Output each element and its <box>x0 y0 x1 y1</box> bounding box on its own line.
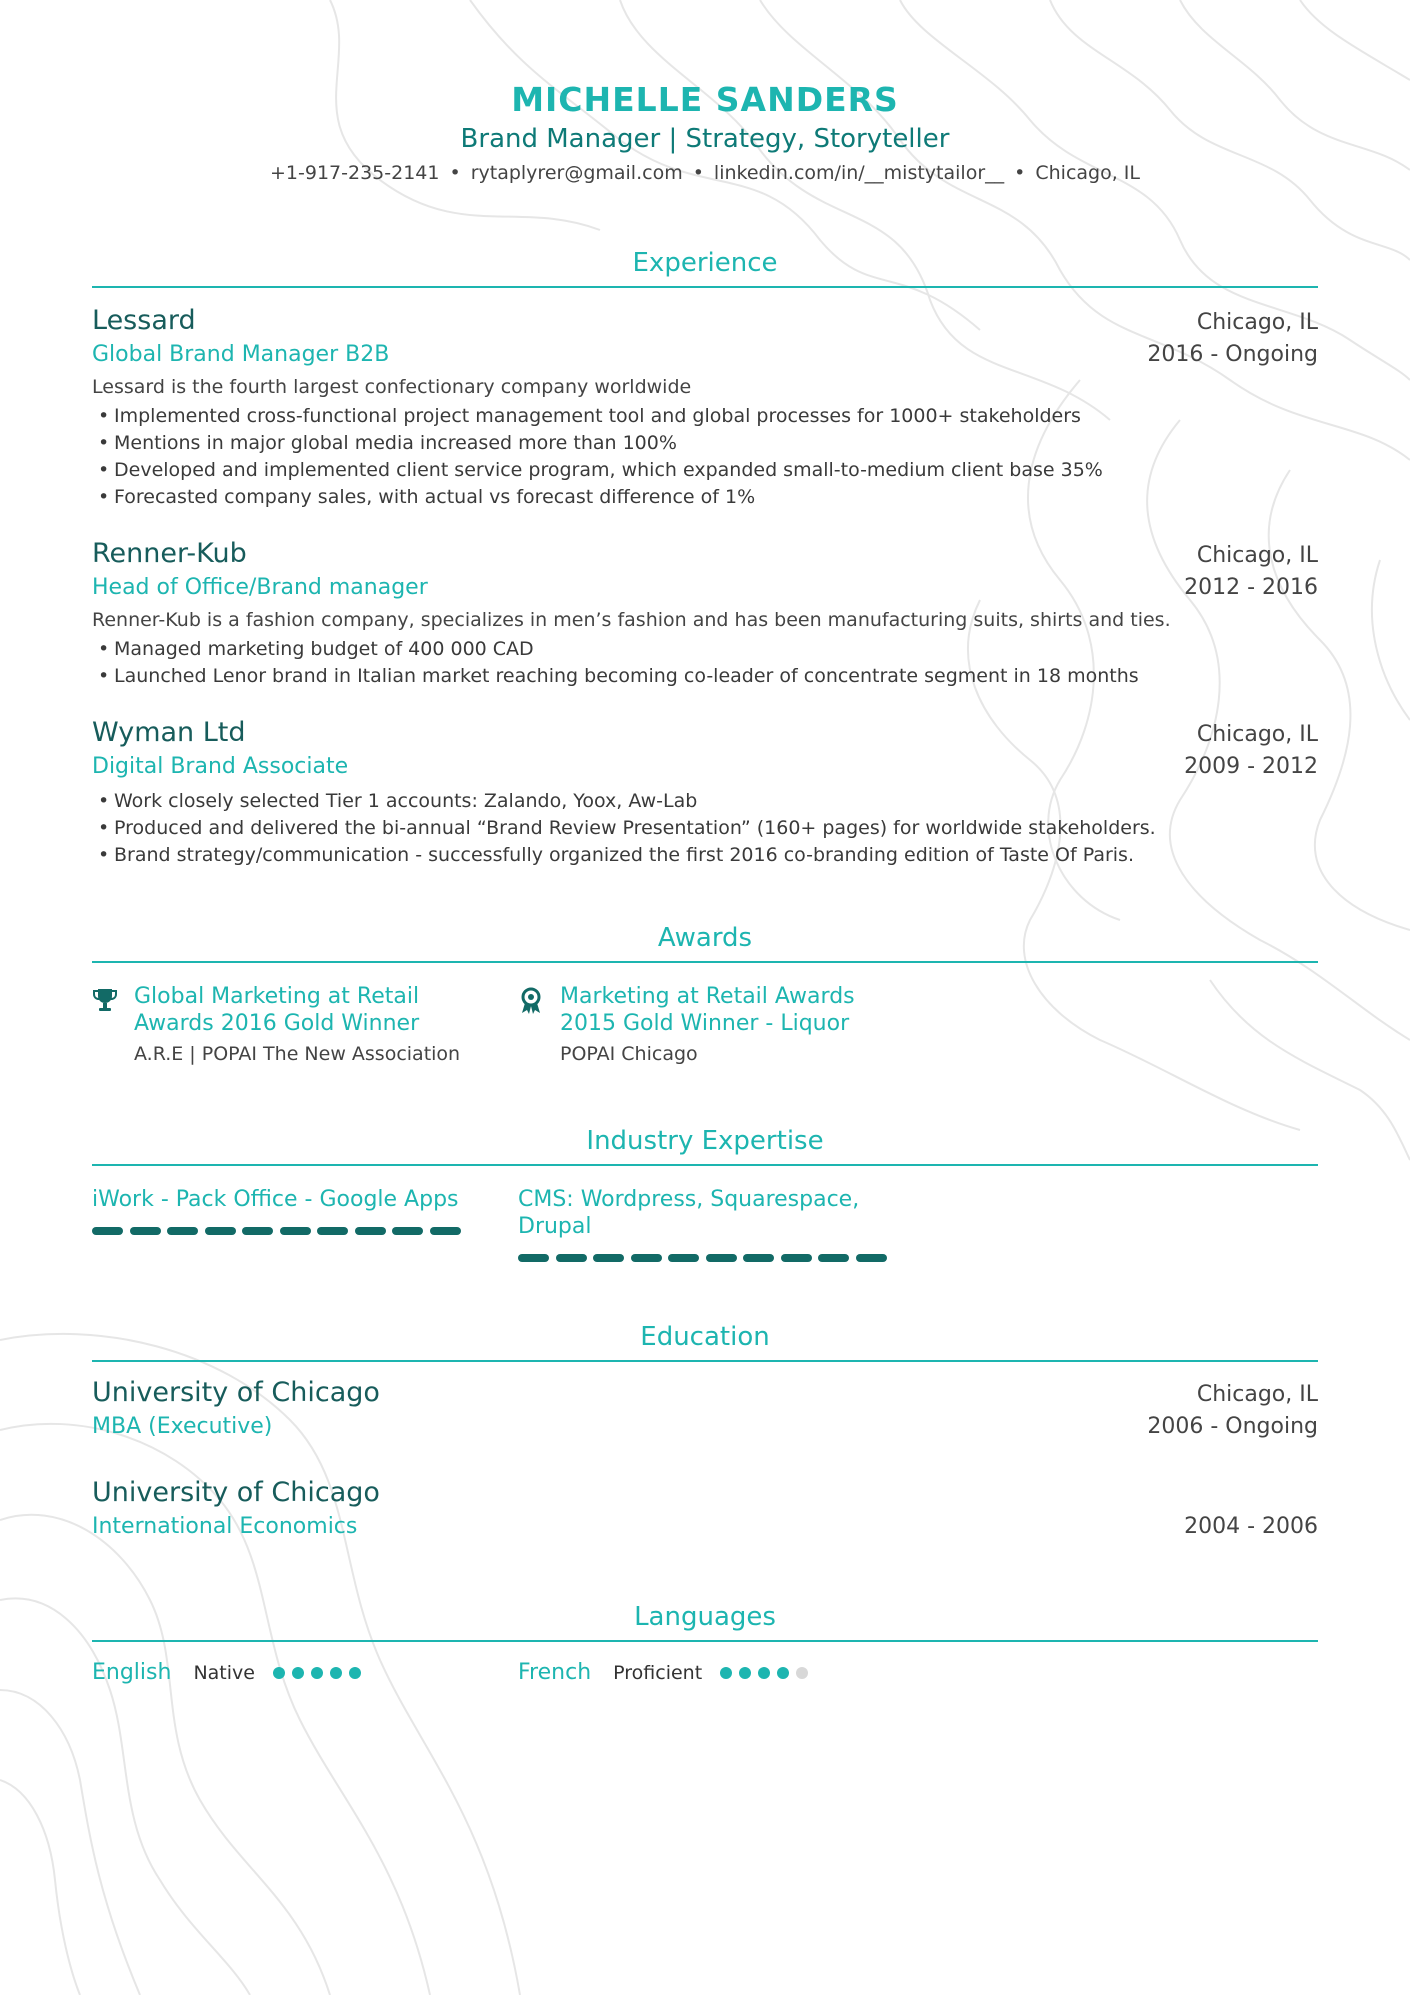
achievement-item: • Forecasted company sales, with actual vs forecast difference of 1% <box>92 484 1318 511</box>
company-description: Renner-Kub is a fashion company, specializes in men’s fashion and has been manufacturing suits, shirts and ties. <box>92 609 1171 631</box>
rating-dot <box>739 1667 751 1679</box>
award-title-line: 2015 Gold Winner - Liquor <box>560 1011 850 1036</box>
skill-level-dash <box>631 1254 662 1262</box>
awards-section <box>92 923 1318 1068</box>
skill-level-dash <box>130 1227 161 1235</box>
separator-dot: • <box>692 162 704 184</box>
job-location: Chicago, IL <box>1196 543 1318 568</box>
education-entry <box>92 1476 1318 1544</box>
skill-level-dash <box>556 1254 587 1262</box>
experience-section <box>92 248 1318 869</box>
entry-header <box>92 1376 1318 1410</box>
rating-dot <box>720 1667 732 1679</box>
award-title-line: Awards 2016 Gold Winner <box>134 1011 420 1036</box>
rating-dot <box>311 1667 323 1679</box>
achievement-item: • Implemented cross-functional project management tool and global processes for 1000+ stakeholders <box>92 403 1318 430</box>
achievement-list <box>92 636 1318 690</box>
skill-level-dash <box>781 1254 812 1262</box>
expertise-list <box>92 1186 1318 1262</box>
entry-header <box>92 1476 1318 1510</box>
section-title-education: Education <box>92 1322 1318 1362</box>
award-text <box>560 983 855 1068</box>
job-location: Chicago, IL <box>1196 722 1318 747</box>
school-location: Chicago, IL <box>1196 1382 1318 1407</box>
education-dates: 2004 - 2006 <box>1184 1514 1318 1539</box>
skill-level-dash <box>205 1227 236 1235</box>
achievement-item: • Managed marketing budget of 400 000 CAD <box>92 636 1318 663</box>
skill-level-bar <box>518 1254 944 1262</box>
experience-entry <box>92 304 1318 511</box>
entry-header <box>92 716 1318 750</box>
skill-level-dash <box>668 1254 699 1262</box>
award-item <box>92 983 518 1068</box>
rating-dot <box>273 1667 285 1679</box>
languages-section <box>92 1602 1318 1685</box>
skill-level-dash <box>430 1227 461 1235</box>
awards-list <box>92 983 1318 1068</box>
award-organization: A.R.E | POPAI The New Association <box>134 1043 461 1065</box>
skill-name: iWork - Pack Office - Google Apps <box>92 1187 459 1212</box>
skill-level-dash <box>167 1227 198 1235</box>
job-dates: 2009 - 2012 <box>1184 754 1318 779</box>
skill-level-dash <box>280 1227 311 1235</box>
skill-item <box>92 1186 518 1262</box>
resume-page <box>92 80 1318 1685</box>
degree-name: MBA (Executive) <box>92 1414 273 1439</box>
language-name: English <box>92 1660 172 1685</box>
linkedin-link[interactable]: linkedin.com/in/__mistytailor__ <box>713 162 1005 184</box>
separator-dot: • <box>1014 162 1026 184</box>
award-medal-icon <box>518 983 560 1068</box>
award-title-line: Global Marketing at Retail <box>134 984 420 1009</box>
job-dates: 2012 - 2016 <box>1184 575 1318 600</box>
skill-level-dash <box>242 1227 273 1235</box>
contact-line <box>92 160 1318 186</box>
skill-level-dash <box>856 1254 887 1262</box>
achievement-list <box>92 788 1318 869</box>
achievement-item: • Brand strategy/communication - successfully organized the first 2016 co-branding edition of Taste Of Paris. <box>92 842 1318 869</box>
job-title: Digital Brand Associate <box>92 754 349 779</box>
entry-subheader <box>92 338 1318 372</box>
language-item <box>518 1660 944 1685</box>
company-description: Lessard is the fourth largest confectionary company worldwide <box>92 376 692 398</box>
rating-dot <box>796 1667 808 1679</box>
award-title-line: Marketing at Retail Awards <box>560 984 855 1009</box>
rating-dot <box>330 1667 342 1679</box>
language-rating <box>273 1667 368 1679</box>
candidate-name: MICHELLE SANDERS <box>511 80 899 119</box>
entry-subheader <box>92 1510 1318 1544</box>
award-text <box>134 983 460 1068</box>
award-title <box>560 983 855 1037</box>
rating-dot <box>777 1667 789 1679</box>
language-name: French <box>518 1660 592 1685</box>
separator-dot: • <box>449 162 461 184</box>
skill-level-bar <box>92 1227 518 1235</box>
skill-level-dash <box>355 1227 386 1235</box>
skill-level-dash <box>392 1227 423 1235</box>
experience-entry <box>92 537 1318 690</box>
skill-level-dash <box>743 1254 774 1262</box>
job-title: Global Brand Manager B2B <box>92 342 390 367</box>
education-entry <box>92 1376 1318 1444</box>
rating-dot <box>758 1667 770 1679</box>
skill-level-dash <box>706 1254 737 1262</box>
language-rating <box>720 1667 815 1679</box>
section-title-expertise: Industry Expertise <box>92 1126 1318 1166</box>
achievement-item: • Produced and delivered the bi-annual “Brand Review Presentation” (160+ pages) for worldwide stakeholders. <box>92 815 1318 842</box>
skill-level-dash <box>317 1227 348 1235</box>
section-title-languages: Languages <box>92 1602 1318 1642</box>
entry-subheader <box>92 1410 1318 1444</box>
language-item <box>92 1660 518 1685</box>
skill-item <box>518 1186 944 1262</box>
skill-name: CMS: Wordpress, Squarespace, Drupal <box>518 1187 860 1239</box>
expertise-section <box>92 1126 1318 1262</box>
award-item <box>518 983 944 1068</box>
phone-text: +1-917-235-2141 <box>270 162 440 184</box>
job-dates: 2016 - Ongoing <box>1147 342 1318 367</box>
award-title <box>134 983 460 1037</box>
email-link[interactable]: rytaplyrer@gmail.com <box>470 162 683 184</box>
skill-level-dash <box>593 1254 624 1262</box>
candidate-headline: Brand Manager | Strategy, Storyteller <box>460 124 950 154</box>
award-organization: POPAI Chicago <box>560 1043 698 1065</box>
achievement-item: • Work closely selected Tier 1 accounts: Zalando, Yoox, Aw-Lab <box>92 788 1318 815</box>
job-location: Chicago, IL <box>1196 310 1318 335</box>
rating-dot <box>292 1667 304 1679</box>
skill-level-dash <box>818 1254 849 1262</box>
rating-dot <box>349 1667 361 1679</box>
school-name: University of Chicago <box>92 1477 380 1508</box>
achievement-list <box>92 403 1318 511</box>
education-section <box>92 1322 1318 1544</box>
achievement-item: • Mentions in major global media increased more than 100% <box>92 430 1318 457</box>
experience-entry <box>92 716 1318 869</box>
company-name: Wyman Ltd <box>92 717 246 748</box>
location-text: Chicago, IL <box>1035 162 1140 184</box>
school-name: University of Chicago <box>92 1377 380 1408</box>
job-title: Head of Office/Brand manager <box>92 575 428 600</box>
achievement-item: • Launched Lenor brand in Italian market reaching becoming co-leader of concentrate segment in 18 months <box>92 663 1318 690</box>
trophy-icon <box>92 983 134 1068</box>
entry-header <box>92 537 1318 571</box>
entry-header <box>92 304 1318 338</box>
company-name: Lessard <box>92 305 196 336</box>
language-level: Native <box>193 1661 255 1684</box>
section-title-awards: Awards <box>92 923 1318 963</box>
company-name: Renner-Kub <box>92 538 247 569</box>
entry-subheader <box>92 750 1318 784</box>
degree-name: International Economics <box>92 1514 358 1539</box>
education-dates: 2006 - Ongoing <box>1147 1414 1318 1439</box>
skill-level-dash <box>518 1254 549 1262</box>
skill-level-dash <box>92 1227 123 1235</box>
section-title-experience: Experience <box>92 248 1318 288</box>
entry-subheader <box>92 571 1318 605</box>
resume-header <box>92 80 1318 186</box>
language-level: Proficient <box>613 1661 703 1684</box>
languages-list <box>92 1660 1318 1685</box>
achievement-item: • Developed and implemented client service program, which expanded small-to-medium client base 35% <box>92 457 1318 484</box>
